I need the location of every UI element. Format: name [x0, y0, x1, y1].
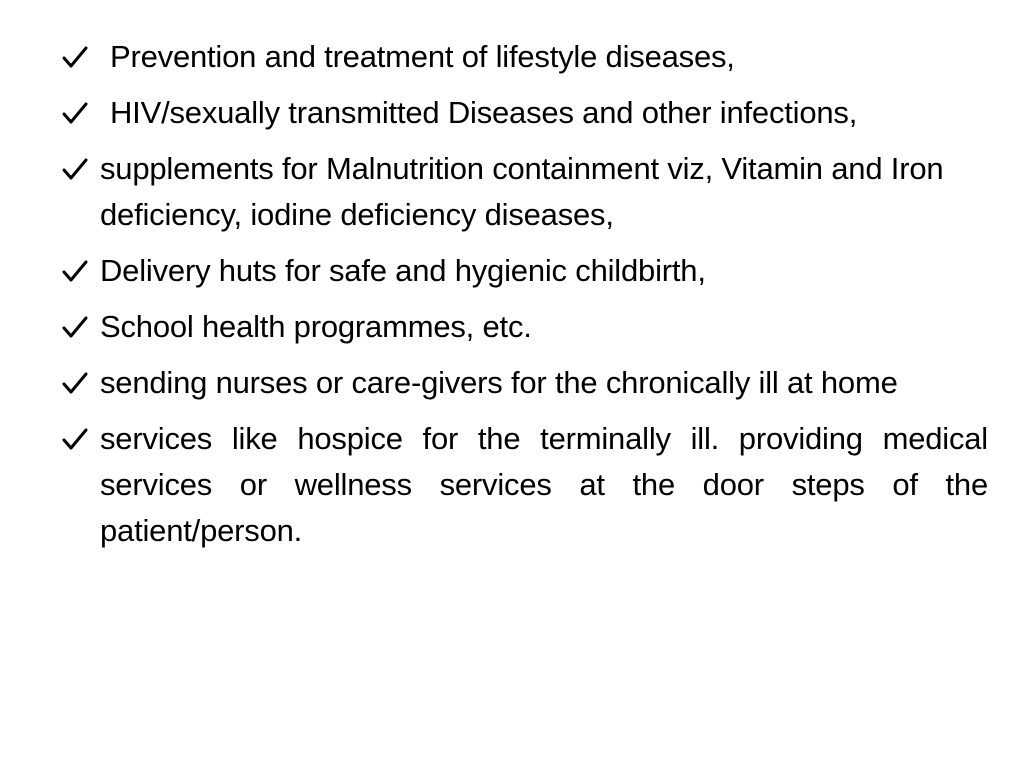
checkmark-icon — [62, 371, 88, 395]
bullet-item — [62, 34, 988, 80]
bullet-item — [62, 304, 988, 350]
bullet-item — [62, 90, 988, 136]
checkmark-icon — [62, 45, 88, 69]
bullet-text: School health programmes, etc. — [100, 309, 532, 344]
checkmark-icon — [62, 315, 88, 339]
bullet-text: Delivery huts for safe and hygienic childbirth, — [100, 253, 706, 288]
bullet-text: services like hospice for the terminally ill. providing medical services or wellness services at the door steps of the patient/person. — [100, 421, 988, 548]
checkmark-icon — [62, 101, 88, 125]
bullet-item — [62, 248, 988, 294]
bullet-item — [62, 360, 988, 406]
checkmark-icon — [62, 259, 88, 283]
bullet-text: supplements for Malnutrition containment viz, Vitamin and Iron deficiency, iodine deficiency diseases, — [100, 151, 944, 232]
bullet-item — [62, 146, 988, 238]
checkmark-icon — [62, 427, 88, 451]
bullet-list — [62, 34, 988, 554]
bullet-text: Prevention and treatment of lifestyle diseases, — [110, 39, 735, 74]
bullet-text: HIV/sexually transmitted Diseases and other infections, — [110, 95, 858, 130]
checkmark-icon — [62, 157, 88, 181]
bullet-text: sending nurses or care-givers for the chronically ill at home — [100, 365, 898, 400]
bullet-item — [62, 416, 988, 554]
